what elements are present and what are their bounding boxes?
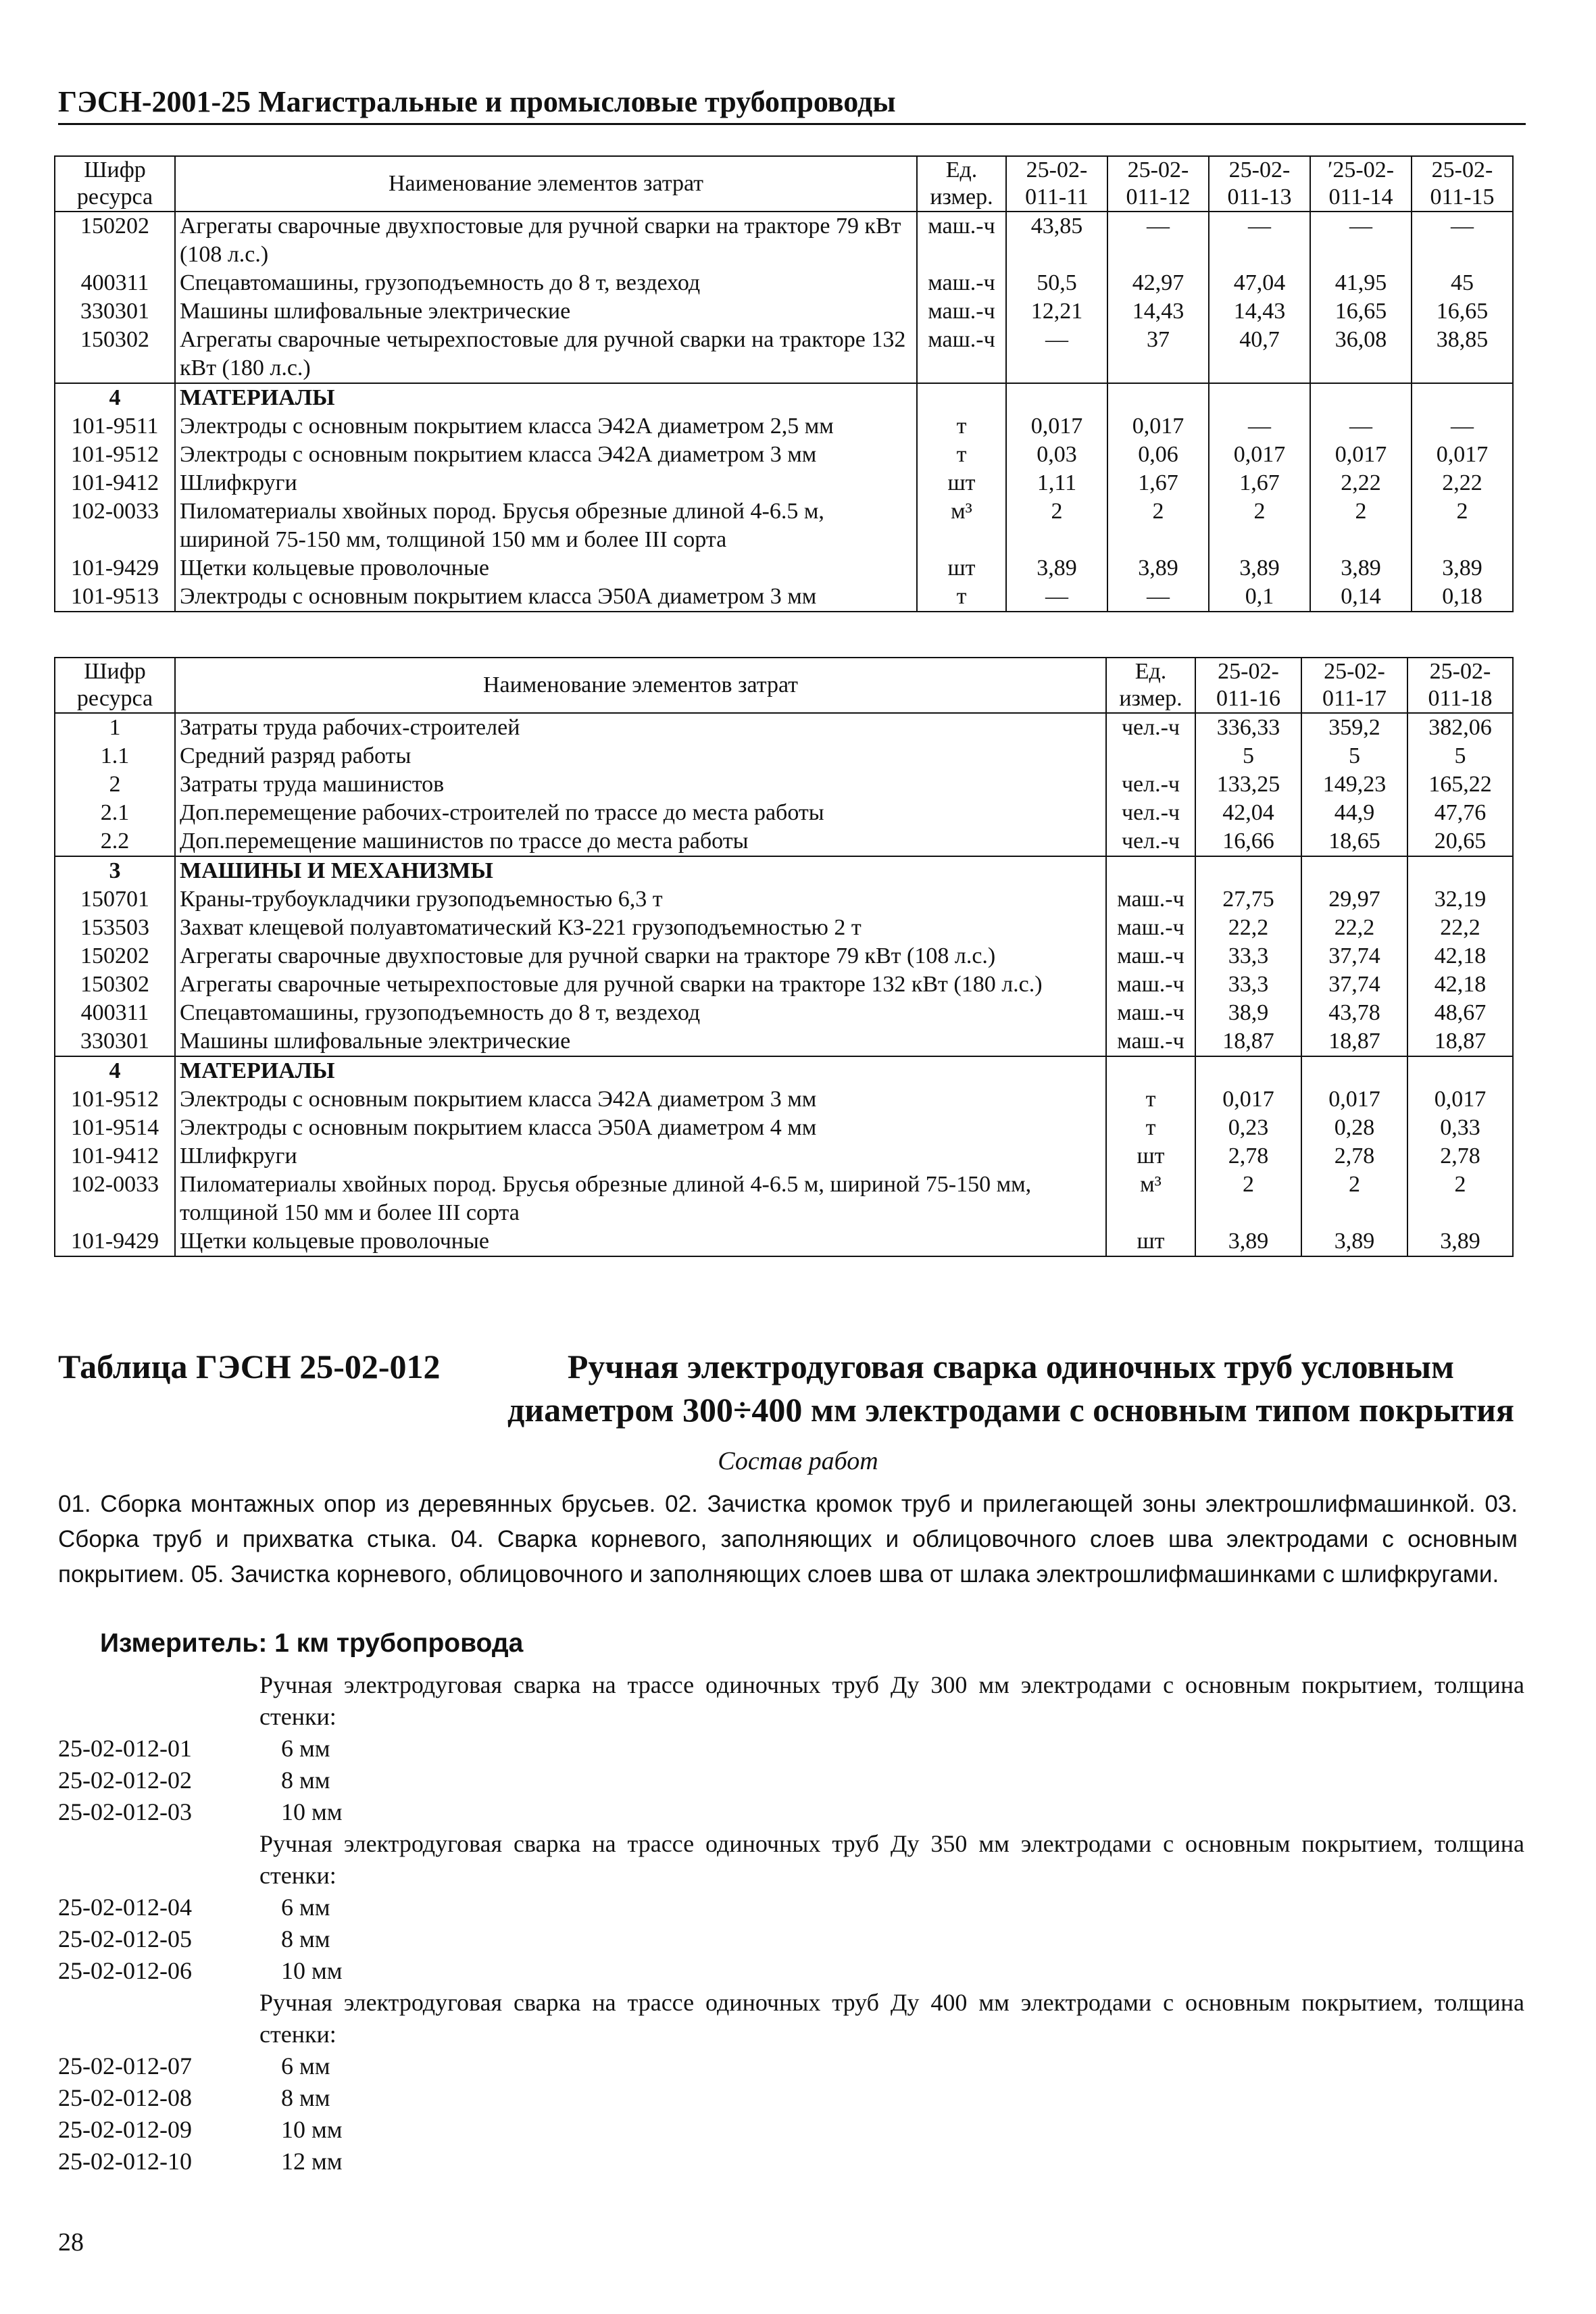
cell-value: 33,3 [1195,942,1301,970]
cell-code: 400311 [55,999,175,1027]
table-row [55,554,1513,583]
cell-value: 43,78 [1301,999,1407,1027]
cell-value: 165,22 [1407,770,1513,799]
cell-code: 2.2 [55,827,175,856]
cell-value: 3,89 [1407,1227,1513,1256]
cell-unit: т [917,441,1006,469]
cell-value: 42,97 [1107,269,1209,297]
cell-unit: маш.-ч [917,326,1006,383]
cell-code: 101-9511 [55,412,175,441]
table-row [55,885,1513,914]
cell-name: Электроды с основным покрытием класса Э50А диаметром 3 мм [175,583,917,612]
variant-row [58,1923,1524,1955]
cell-value: 16,65 [1412,297,1513,326]
cell-name: Шлифкруги [175,469,917,497]
cell-value [1195,1056,1301,1085]
cell-code: 330301 [55,1027,175,1056]
header-unit: Ед. измер. [1106,658,1195,713]
cell-value: 14,43 [1209,297,1310,326]
cell-name: Затраты труда машинистов [175,770,1106,799]
cell-value: 0,03 [1006,441,1107,469]
cell-value: 45 [1412,269,1513,297]
cell-code: 3 [55,856,175,885]
cell-unit: т [1106,1085,1195,1114]
variant-code: 25-02-012-07 [58,2052,192,2079]
header-code: Шифр ресурса [55,156,175,212]
cell-name: Пиломатериалы хвойных пород. Брусья обрезные длиной 4-6.5 м, шириной 75-150 мм, толщиной 150 мм и более III сорта [175,497,917,554]
cell-value: 3,89 [1006,554,1107,583]
variant-code: 25-02-012-09 [58,2116,192,2143]
cell-value [1301,856,1407,885]
cell-name: Шлифкруги [175,1142,1106,1171]
composition-title: Состав работ [718,1447,878,1475]
cell-value: 0,28 [1301,1114,1407,1142]
cell-value: 0,18 [1412,583,1513,612]
variant-thickness: 6 мм [281,1735,330,1762]
variant-row [58,1765,1524,1796]
cell-value: 3,89 [1195,1227,1301,1256]
cell-value: — [1412,212,1513,269]
cell-name: МАТЕРИАЛЫ [175,1056,1106,1085]
cell-code: 150202 [55,212,175,269]
cell-value: 1,67 [1107,469,1209,497]
cell-value: 33,3 [1195,970,1301,999]
cell-value: — [1006,583,1107,612]
table-row [55,770,1513,799]
variant-row [58,2050,1524,2082]
cell-value: — [1107,583,1209,612]
variant-row [58,2146,1524,2177]
cell-value: 18,87 [1195,1027,1301,1056]
cell-code: 2.1 [55,799,175,827]
table-row [55,269,1513,297]
cell-code: 101-9429 [55,554,175,583]
cell-value: 2,22 [1310,469,1412,497]
cell-unit: маш.-ч [1106,1027,1195,1056]
cell-code: 102-0033 [55,497,175,554]
table-row [55,326,1513,383]
cell-value: 0,14 [1310,583,1412,612]
table-row [55,799,1513,827]
cell-name: Затраты труда рабочих-строителей [175,713,1106,742]
cell-unit [1106,856,1195,885]
cell-value: 1,11 [1006,469,1107,497]
cell-value: 42,04 [1195,799,1301,827]
cell-code: 101-9513 [55,583,175,612]
cell-name: Средний разряд работы [175,742,1106,770]
cell-unit: чел.-ч [1106,827,1195,856]
cell-value [1107,383,1209,412]
table-row [55,970,1513,999]
variant-row [58,2082,1524,2114]
header-col: 25-02-011-13 [1209,156,1310,212]
cell-value: 0,33 [1407,1114,1513,1142]
cell-unit: шт [917,469,1006,497]
cell-code: 150302 [55,326,175,383]
cell-value: 27,75 [1195,885,1301,914]
variant-code: 25-02-012-04 [58,1894,192,1921]
cell-name: Захват клещевой полуавтоматический КЗ-221 грузоподъемностью 2 т [175,914,1106,942]
cell-value: 29,97 [1301,885,1407,914]
table-row [55,297,1513,326]
variant-thickness: 8 мм [281,1767,330,1794]
cell-value: 2 [1412,497,1513,554]
header-col: ʹ25-02-011-14 [1310,156,1412,212]
cell-value: 42,18 [1407,942,1513,970]
cell-code: 101-9514 [55,1114,175,1142]
cell-value: 0,017 [1301,1085,1407,1114]
table-body [55,713,1513,1256]
cell-name: Агрегаты сварочные четырехпостовые для ручной сварки на тракторе 132 кВт (180 л.с.) [175,326,917,383]
cell-value [1195,856,1301,885]
cell-code: 1.1 [55,742,175,770]
cell-value: 37,74 [1301,942,1407,970]
section-row [55,383,1513,412]
cell-name: МАТЕРИАЛЫ [175,383,917,412]
resource-table-2 [54,657,1514,1257]
variant-row [58,1892,1524,1923]
cell-value: 3,89 [1412,554,1513,583]
cell-value: 0,017 [1209,441,1310,469]
cell-value: 32,19 [1407,885,1513,914]
table-row [55,497,1513,554]
running-header: ГЭСН-2001-25 Магистральные и промысловые трубопроводы [58,84,1526,125]
variants-list [58,1669,1524,2177]
cell-value: 2 [1407,1171,1513,1227]
meter-label: Измеритель: 1 км трубопровода [100,1629,524,1658]
variant-row [58,1733,1524,1765]
table-row [55,713,1513,742]
cell-code: 101-9512 [55,441,175,469]
header-name: Наименование элементов затрат [175,156,917,212]
variant-row [58,1796,1524,1828]
cell-name: Агрегаты сварочные двухпостовые для ручной сварки на тракторе 79 кВт (108 л.с.) [175,212,917,269]
cell-value: 40,7 [1209,326,1310,383]
section-row [55,856,1513,885]
variant-thickness: 10 мм [281,1957,343,1984]
cell-unit: м³ [1106,1171,1195,1227]
cell-name: Машины шлифовальные электрические [175,297,917,326]
variant-code: 25-02-012-05 [58,1925,192,1952]
cell-value: 382,06 [1407,713,1513,742]
cell-name: Агрегаты сварочные двухпостовые для ручной сварки на тракторе 79 кВт (108 л.с.) [175,942,1106,970]
cell-unit: т [1106,1114,1195,1142]
cell-value: 36,08 [1310,326,1412,383]
cell-value: 3,89 [1301,1227,1407,1256]
cell-value: 5 [1301,742,1407,770]
cell-value [1310,383,1412,412]
cell-value [1006,383,1107,412]
cell-value [1407,1056,1513,1085]
cell-code: 150202 [55,942,175,970]
composition-text: 01. Сборка монтажных опор из деревянных брусьев. 02. Зачистка кромок труб и прилегающей зоны электрошлифмашинкой. 03. Сборка труб и прихватка стыка. 04. Сварка корневого, заполняющих и облицовочного слоев шва электродами с основным покрытием. 05. Зачистка корневого, облицовочного и заполняющих слоев шва от шлака электрошлифмашинками с шлифкругами. [58,1491,1518,1587]
cell-value: 3,89 [1310,554,1412,583]
cell-code: 101-9412 [55,1142,175,1171]
cell-value [1412,383,1513,412]
variant-thickness: 10 мм [281,2116,343,2143]
cell-unit: маш.-ч [1106,970,1195,999]
cell-value: — [1006,326,1107,383]
cell-value: 2 [1006,497,1107,554]
cell-value: 3,89 [1107,554,1209,583]
variant-group-description: Ручная электродуговая сварка на трассе одиночных труб Ду 300 мм электродами с основным покрытием, толщина стенки: [259,1671,1524,1730]
variant-thickness: 12 мм [281,2148,343,2175]
cell-unit: маш.-ч [917,297,1006,326]
cell-value: 41,95 [1310,269,1412,297]
header-unit: Ед. измер. [917,156,1006,212]
cell-value [1301,1056,1407,1085]
cell-value: 42,18 [1407,970,1513,999]
table-row [55,412,1513,441]
header-col: 25-02-011-18 [1407,658,1513,713]
table-row [55,1085,1513,1114]
cell-name: Пиломатериалы хвойных пород. Брусья обрезные длиной 4-6.5 м, шириной 75-150 мм, толщиной 150 мм и более III сорта [175,1171,1106,1227]
cell-value: 2 [1301,1171,1407,1227]
cell-value: — [1209,212,1310,269]
cell-value: 133,25 [1195,770,1301,799]
cell-value: — [1412,412,1513,441]
variant-code: 25-02-012-06 [58,1957,192,1984]
cell-name: Щетки кольцевые проволочные [175,554,917,583]
cell-unit: шт [917,554,1006,583]
cell-value: 0,1 [1209,583,1310,612]
header-col: 25-02-011-17 [1301,658,1407,713]
header-name: Наименование элементов затрат [175,658,1106,713]
variant-group-description: Ручная электродуговая сварка на трассе одиночных труб Ду 400 мм электродами с основным покрытием, толщина стенки: [259,1989,1524,2048]
table-row [55,827,1513,856]
cell-value: 0,06 [1107,441,1209,469]
cell-value: 16,66 [1195,827,1301,856]
cell-value [1407,856,1513,885]
cell-code: 101-9512 [55,1085,175,1114]
cell-name: Электроды с основным покрытием класса Э42А диаметром 2,5 мм [175,412,917,441]
cell-unit: м³ [917,497,1006,554]
cell-value: 0,017 [1407,1085,1513,1114]
variant-code: 25-02-012-02 [58,1767,192,1794]
cell-value: 18,87 [1301,1027,1407,1056]
table-body [55,212,1513,612]
variant-thickness: 8 мм [281,1925,330,1952]
cell-value: 1,67 [1209,469,1310,497]
header-col: 25-02-011-15 [1412,156,1513,212]
cell-value: 20,65 [1407,827,1513,856]
cell-code: 153503 [55,914,175,942]
cell-value: 3,89 [1209,554,1310,583]
variant-thickness: 6 мм [281,1894,330,1921]
table-row [55,1027,1513,1056]
cell-value: 37,74 [1301,970,1407,999]
header-col: 25-02-011-11 [1006,156,1107,212]
cell-name: МАШИНЫ И МЕХАНИЗМЫ [175,856,1106,885]
cell-unit: чел.-ч [1106,799,1195,827]
cell-value: 2 [1310,497,1412,554]
table-row [55,1114,1513,1142]
cell-value: 2,78 [1195,1142,1301,1171]
cell-unit [1106,742,1195,770]
cell-value: — [1209,412,1310,441]
cell-value: 18,87 [1407,1027,1513,1056]
cell-value: 2,78 [1301,1142,1407,1171]
cell-unit: шт [1106,1227,1195,1256]
cell-value: 22,2 [1407,914,1513,942]
variant-row [58,1955,1524,1987]
variant-group-description: Ручная электродуговая сварка на трассе одиночных труб Ду 350 мм электродами с основным покрытием, толщина стенки: [259,1830,1524,1889]
cell-name: Машины шлифовальные электрические [175,1027,1106,1056]
cell-value: 0,017 [1310,441,1412,469]
variant-row [58,2114,1524,2146]
table-row [55,441,1513,469]
cell-value: 0,017 [1195,1085,1301,1114]
cell-code: 4 [55,1056,175,1085]
cell-name: Спецавтомашины, грузоподъемность до 8 т, вездеход [175,269,917,297]
header-code: Шифр ресурса [55,658,175,713]
cell-value: 2 [1195,1171,1301,1227]
cell-value: 149,23 [1301,770,1407,799]
table-number: Таблица ГЭСН 25-02-012 [58,1348,441,1385]
cell-value: 38,85 [1412,326,1513,383]
cell-name: Доп.перемещение машинистов по трассе до места работы [175,827,1106,856]
table-header-row [55,658,1513,713]
page-number: 28 [58,2228,84,2257]
cell-value: 48,67 [1407,999,1513,1027]
cell-value: 50,5 [1006,269,1107,297]
cell-name: Электроды с основным покрытием класса Э42А диаметром 3 мм [175,1085,1106,1114]
cell-value: 47,76 [1407,799,1513,827]
variant-code: 25-02-012-10 [58,2148,192,2175]
header-col: 25-02-011-16 [1195,658,1301,713]
cell-code: 101-9412 [55,469,175,497]
cell-code: 101-9429 [55,1227,175,1256]
cell-value: 2,22 [1412,469,1513,497]
cell-value: 336,33 [1195,713,1301,742]
cell-unit: т [917,583,1006,612]
table-row [55,942,1513,970]
cell-value: 359,2 [1301,713,1407,742]
table-row [55,212,1513,269]
cell-unit [917,383,1006,412]
cell-value: 22,2 [1301,914,1407,942]
cell-name: Агрегаты сварочные четырехпостовые для ручной сварки на тракторе 132 кВт (180 л.с.) [175,970,1106,999]
cell-name: Электроды с основным покрытием класса Э42А диаметром 3 мм [175,441,917,469]
variant-thickness: 10 мм [281,1798,343,1825]
cell-code: 4 [55,383,175,412]
cell-code: 330301 [55,297,175,326]
cell-name: Щетки кольцевые проволочные [175,1227,1106,1256]
variant-thickness: 6 мм [281,2052,330,2079]
table-row [55,1171,1513,1227]
cell-value: 12,21 [1006,297,1107,326]
cell-unit: маш.-ч [917,212,1006,269]
variant-code: 25-02-012-01 [58,1735,192,1762]
cell-code: 150302 [55,970,175,999]
cell-value: 38,9 [1195,999,1301,1027]
cell-value [1209,383,1310,412]
cell-unit: маш.-ч [1106,942,1195,970]
cell-value: 43,85 [1006,212,1107,269]
cell-value: 2,78 [1407,1142,1513,1171]
cell-value: 0,23 [1195,1114,1301,1142]
cell-unit: маш.-ч [1106,914,1195,942]
cell-name: Краны-трубоукладчики грузоподъемностью 6,3 т [175,885,1106,914]
cell-value: 0,017 [1006,412,1107,441]
variant-code: 25-02-012-08 [58,2084,192,2111]
variant-code: 25-02-012-03 [58,1798,192,1825]
cell-value: 37 [1107,326,1209,383]
table-row [55,914,1513,942]
header-col: 25-02-011-12 [1107,156,1209,212]
cell-value: 44,9 [1301,799,1407,827]
cell-unit: шт [1106,1142,1195,1171]
cell-value: 47,04 [1209,269,1310,297]
section-row [55,1056,1513,1085]
cell-value: 18,65 [1301,827,1407,856]
cell-value: — [1310,212,1412,269]
cell-value: — [1107,212,1209,269]
cell-code: 150701 [55,885,175,914]
table-row [55,1227,1513,1256]
cell-unit [1106,1056,1195,1085]
cell-value: 2 [1209,497,1310,554]
table-row [55,1142,1513,1171]
cell-value: 14,43 [1107,297,1209,326]
table-caption: Ручная электродуговая сварка одиночных труб условным диаметром 300÷400 мм электродами с основным типом покрытия [507,1348,1514,1429]
table-row [55,583,1513,612]
cell-unit: маш.-ч [917,269,1006,297]
cell-code: 1 [55,713,175,742]
cell-name: Доп.перемещение рабочих-строителей по трассе до места работы [175,799,1106,827]
cell-value: 2 [1107,497,1209,554]
cell-unit: т [917,412,1006,441]
cell-name: Спецавтомашины, грузоподъемность до 8 т, вездеход [175,999,1106,1027]
table-row [55,999,1513,1027]
cell-unit: маш.-ч [1106,885,1195,914]
cell-value: — [1310,412,1412,441]
table-header-row [55,156,1513,212]
cell-name: Электроды с основным покрытием класса Э50А диаметром 4 мм [175,1114,1106,1142]
table-row [55,742,1513,770]
cell-code: 400311 [55,269,175,297]
cell-unit: чел.-ч [1106,770,1195,799]
cell-value: 5 [1407,742,1513,770]
table-row [55,469,1513,497]
cell-unit: маш.-ч [1106,999,1195,1027]
cell-value: 22,2 [1195,914,1301,942]
cell-value: 0,017 [1412,441,1513,469]
resource-table-1 [54,155,1514,612]
cell-value: 16,65 [1310,297,1412,326]
cell-value: 5 [1195,742,1301,770]
cell-code: 2 [55,770,175,799]
cell-code: 102-0033 [55,1171,175,1227]
variant-thickness: 8 мм [281,2084,330,2111]
cell-value: 0,017 [1107,412,1209,441]
cell-unit: чел.-ч [1106,713,1195,742]
